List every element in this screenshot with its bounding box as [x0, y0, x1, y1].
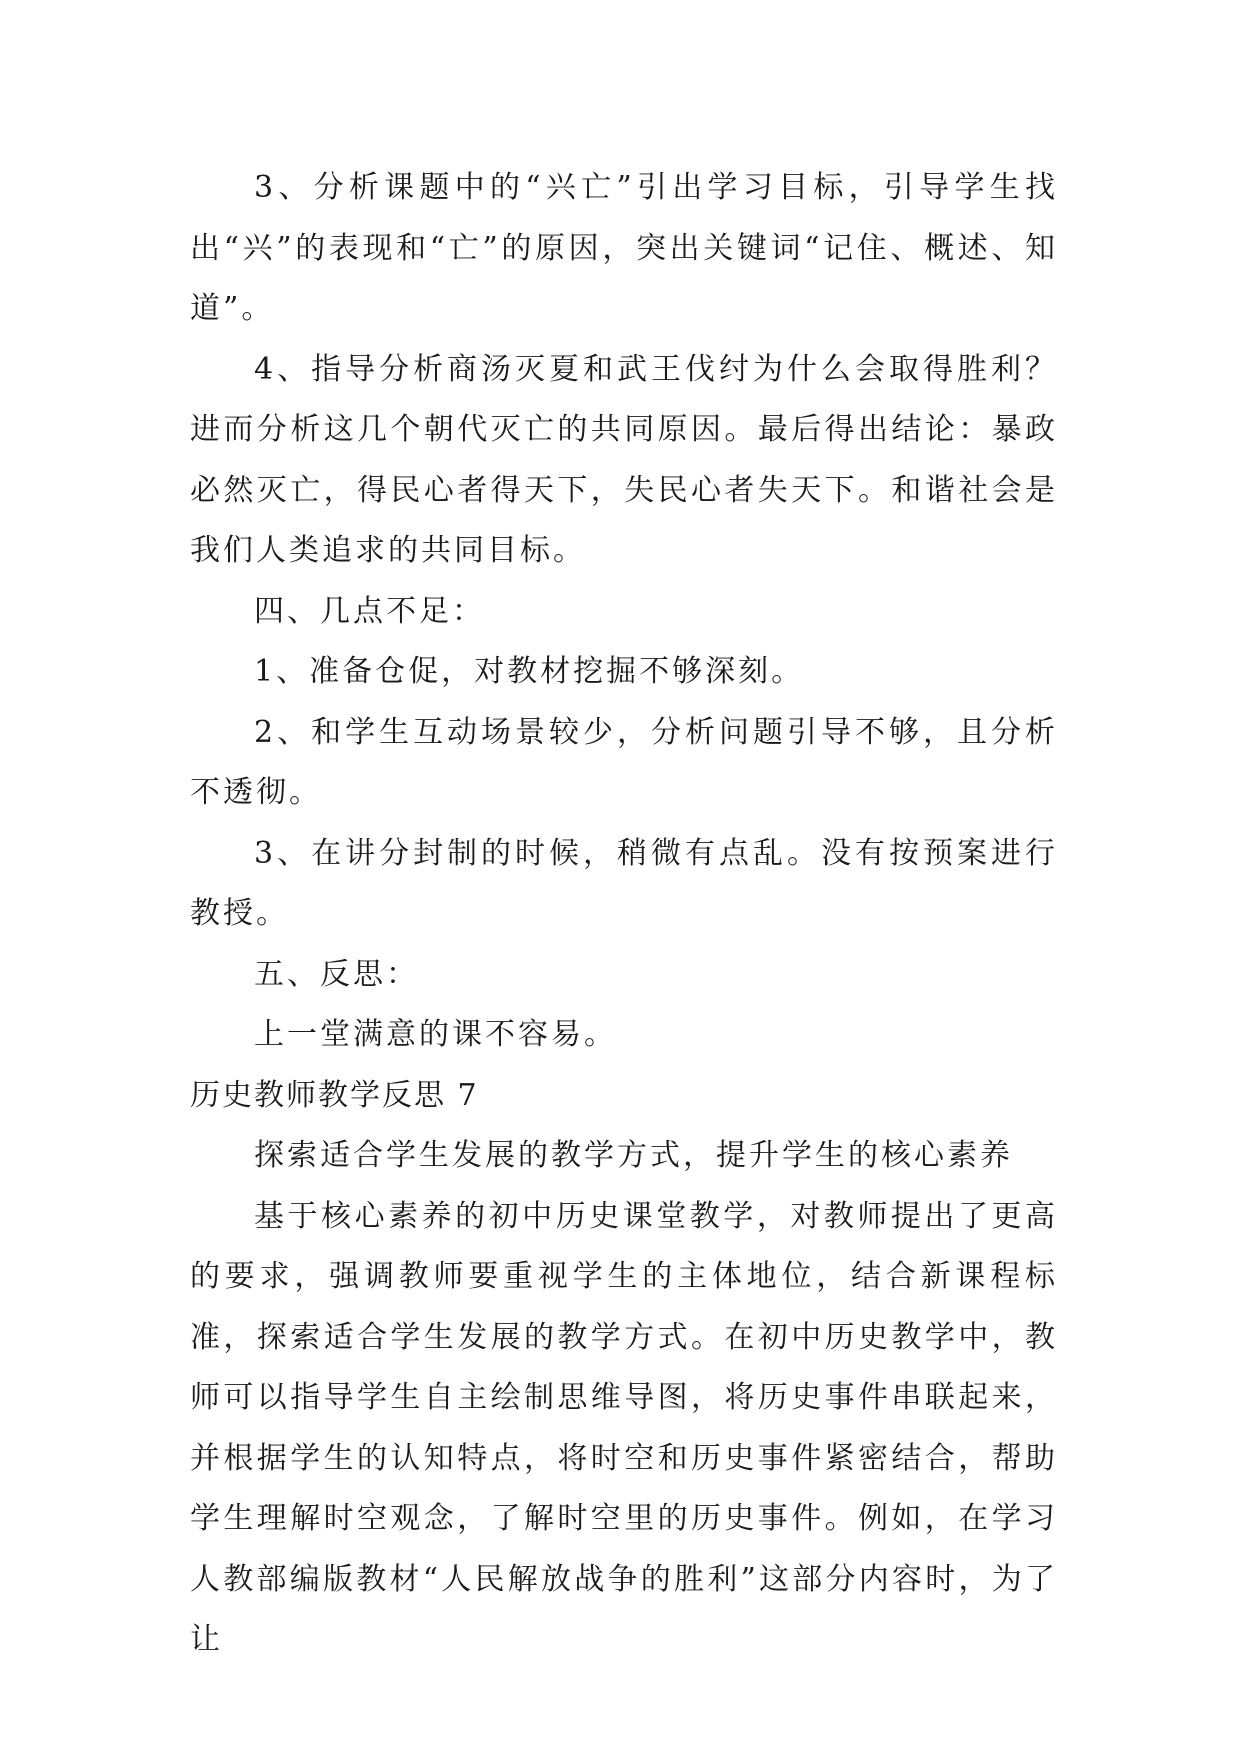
document-body	[190, 158, 1058, 1671]
paragraph-point-3: 3、分析课题中的“兴亡”引出学习目标，引导学生找出“兴”的表现和“亡”的原因，突出关键词“记住、概述、知道”。	[190, 170, 1058, 326]
article-subtitle: 探索适合学生发展的教学方式，提升学生的核心素养	[254, 1138, 1013, 1173]
article-paragraph: 基于核心素养的初中历史课堂教学，对教师提出了更高的要求，强调教师要重视学生的主体地位，结合新课程标准，探索适合学生发展的教学方式。在初中历史教学中，教师可以指导学生自主绘制思维导图，将历史事件串联起来，并根据学生的认知特点，将时空和历史事件紧密结合，帮助学生理解时空观念，了解时空里的历史事件。例如，在学习人教部编版教材“人民解放战争的胜利”这部分内容时，为了让	[190, 1198, 1058, 1657]
reflection-text: 上一堂满意的课不容易。	[254, 1017, 617, 1052]
paragraph-point-4: 4、指导分析商汤灭夏和武王伐纣为什么会取得胜利？进而分析这几个朝代灭亡的共同原因。最后得出结论：暴政必然灭亡，得民心者得天下，失民心者失天下。和谐社会是我们人类追求的共同目标。	[190, 351, 1058, 568]
shortcoming-item-3: 3、在讲分封制的时候，稍微有点乱。没有按预案进行教授。	[190, 835, 1058, 931]
shortcoming-item-1: 1、准备仓促，对教材挖掘不够深刻。	[254, 654, 805, 689]
shortcoming-item-2: 2、和学生互动场景较少，分析问题引导不够，且分析不透彻。	[190, 714, 1058, 810]
section-heading-shortcomings: 四、几点不足：	[254, 593, 485, 629]
section-heading-reflection: 五、反思：	[254, 956, 419, 992]
article-title: 历史教师教学反思 7	[190, 1077, 479, 1113]
